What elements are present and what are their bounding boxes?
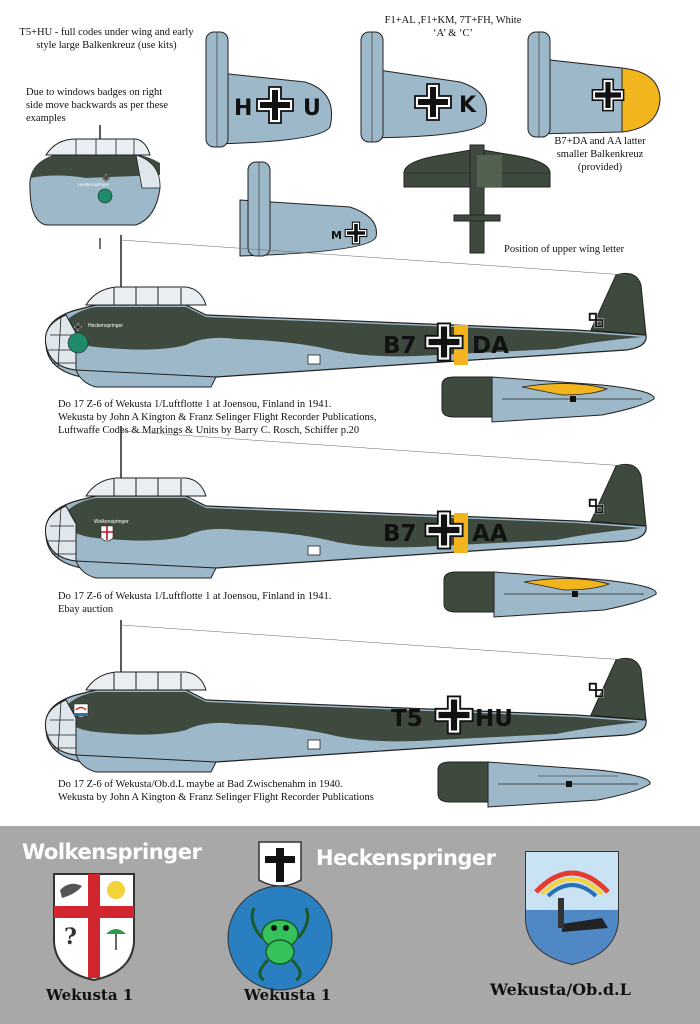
wing-plan-m [230,162,380,257]
aircraft-1-caption-line-3: Luftwaffe Codes & Markings & Units by Barry C. Rosch, Schiffer p.20 [58,425,360,436]
aircraft-2-caption [58,590,438,616]
aircraft-2-caption-line-1: Do 17 Z-6 of Wekusta 1/Luftflotte 1 at Joensou, Finland in 1941. [58,591,332,602]
wing-plan-yellow [512,32,672,142]
emblem-1-caption: Wekusta 1 [46,986,134,1004]
aircraft-1-engine-view [442,377,662,437]
aircraft-1-caption-line-1: Do 17 Z-6 of Wekusta 1/Luftflotte 1 at Joensou, Finland in 1941. [58,399,332,410]
aircraft-1-caption-line-2: Wekusta by John A Kington & Franz Selinger Flight Recorder Publications, [58,412,377,423]
emblem-obdl-shield [522,848,622,968]
note-f1codes: F1+AL ,F1+KM, 7T+FH, White ‘A’ & ‘C’ [384,15,522,39]
aircraft-2-caption-line-2: Ebay auction [58,604,114,615]
aircraft-2-engine-view [444,572,664,632]
wing-letter-k: K [459,93,477,118]
note-t5hu: T5+HU - full codes under wing and early style large Balkenkreuz (use kits) [19,27,194,51]
wing-plan-k [345,32,495,152]
aircraft-2-code-left: B7 [383,521,417,547]
fuselage-badge-example [26,133,166,251]
aircraft-1-code-left: B7 [383,333,417,359]
aircraft-1-caption [58,398,438,437]
wing-plan-hu [190,32,340,152]
aircraft-1-code-right: DA [472,333,509,359]
emblem-2-caption: Wekusta 1 [244,986,332,1004]
aircraft-2-code-right: AA [472,521,508,547]
aircraft-3-caption-line-1: Do 17 Z-6 of Wekusta/Ob.d.L maybe at Bad Zwischenahm in 1940. [58,779,343,790]
aircraft-3-caption [58,778,438,804]
emblem-1-title: Wolkenspringer [22,840,202,864]
emblem-wolkenspringer-shield [52,872,136,982]
wing-letter-m: M [331,229,342,242]
wing-letter-h: H [234,96,253,121]
emblem-2-title: Heckenspringer [316,846,496,870]
note-upper-wing: Position of upper wing letter [504,244,625,255]
aircraft-3-code-right: HU [475,706,513,732]
aircraft-3-engine-view [438,762,658,822]
side-badge-label: Heckenspringer [78,182,110,187]
aircraft-1-badge-label: Heckenspringer [88,323,124,329]
top-plan-view [402,145,552,255]
aircraft-3-caption-line-2: Wekusta by John A Kington & Franz Selinger Flight Recorder Publications [58,792,374,803]
emblem-3-caption: Wekusta/Ob.d.L [490,980,631,999]
emblem-heckenspringer-badge [224,842,336,992]
aircraft-2-badge-label: Wolkenspringer [94,519,129,525]
wing-letter-u: U [303,96,321,121]
note-b7smaller: B7+DA and AA latter smaller Balkenkreuz (provided) [554,136,646,173]
aircraft-3-code-left: T5 [391,706,423,732]
svg-text:?: ? [64,924,77,950]
note-windows: Due to windows badges on right side move backwards as per these examples [26,87,168,124]
